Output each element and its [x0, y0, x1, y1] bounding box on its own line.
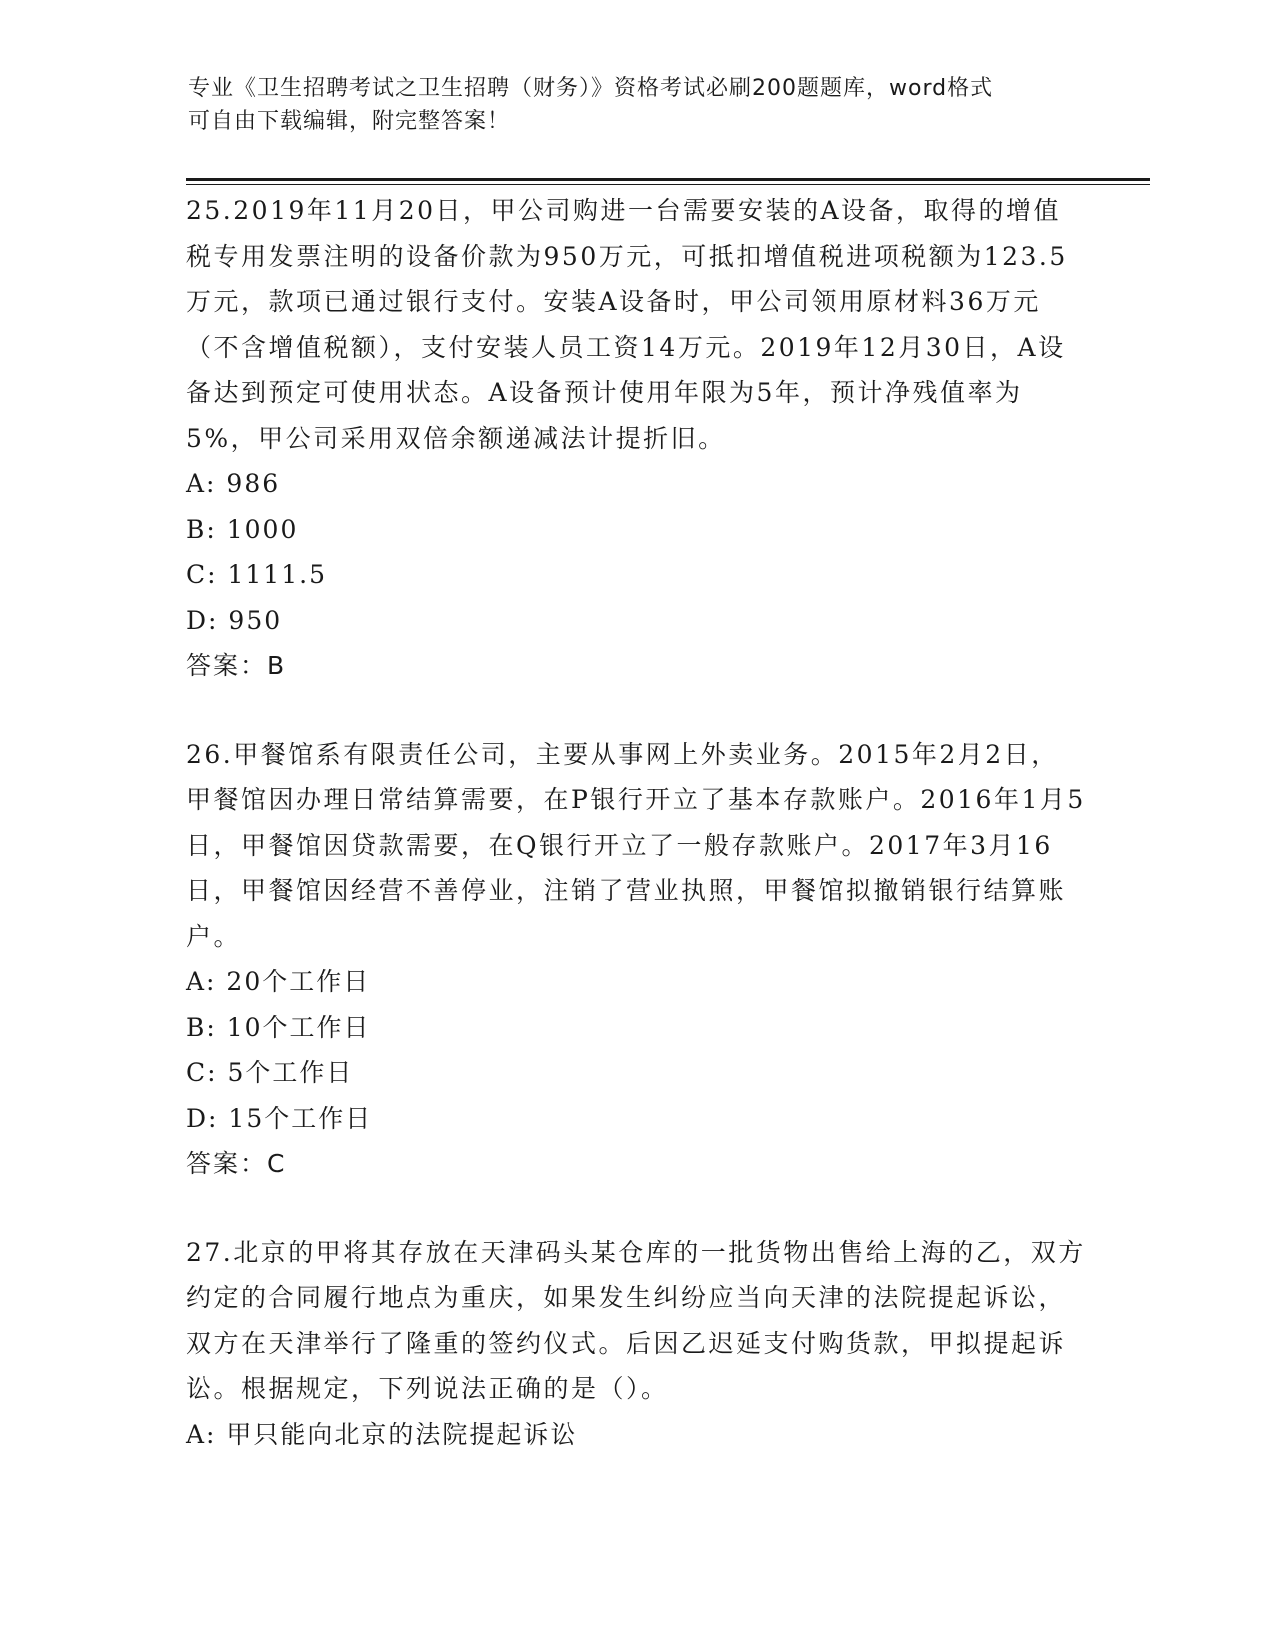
option-b: B: 1000 [186, 514, 299, 544]
option-d: D: 15个工作日 [186, 1103, 373, 1133]
question-stem: 25.2019年11月20日，甲公司购进一台需要安装的A设备，取得的增值税专用发票注明的设备价款为950万元，可抵扣增值税进项税额为123.5万元，款项已通过银行支付。安装A设备时，甲公司领用原材料36万元（不含增值税额），支付安装人员工资14万元。2019年12月30日，A设备达到预定可使用状态。A设备预计使用年限为5年，预计净残值率为5%，甲公司采用双倍余额递减法计提折旧。 [186, 196, 1068, 453]
question-spacer [186, 1187, 1086, 1230]
option-d: D: 950 [186, 605, 283, 635]
header-line-2: 可自由下载编辑，附完整答案！ [188, 109, 511, 134]
question-list [186, 188, 1086, 1457]
header-line-1: 专业《卫生招聘考试之卫生招聘（财务）》资格考试必刷200题题库，word格式 [188, 76, 994, 101]
option-c: C: 5个工作日 [186, 1058, 354, 1087]
question-spacer [186, 689, 1086, 732]
option-a: A: 甲只能向北京的法院提起诉讼 [186, 1419, 578, 1449]
document-header [188, 72, 1088, 138]
question-25 [186, 188, 1086, 689]
header-divider-thick [186, 178, 1150, 181]
header-divider-thin [186, 184, 1150, 185]
option-a: A: 20个工作日 [186, 967, 371, 996]
question-stem: 27.北京的甲将其存放在天津码头某仓库的一批货物出售给上海的乙，双方约定的合同履行地点为重庆，如果发生纠纷应当向天津的法院提起诉讼，双方在天津举行了隆重的签约仪式。后因乙迟延支付购货款，甲拟提起诉讼。根据规定，下列说法正确的是（）。 [186, 1237, 1086, 1403]
question-26 [186, 732, 1086, 1187]
option-c: C: 1111.5 [186, 560, 327, 589]
answer-line: 答案：B [186, 651, 287, 680]
option-a: A: 986 [186, 469, 281, 498]
question-27 [186, 1230, 1086, 1458]
answer-line: 答案：C [186, 1149, 287, 1178]
option-b: B: 10个工作日 [186, 1012, 371, 1042]
question-stem: 26.甲餐馆系有限责任公司，主要从事网上外卖业务。2015年2月2日，甲餐馆因办理日常结算需要，在P银行开立了基本存款账户。2016年1月5日，甲餐馆因贷款需要，在Q银行开立了一般存款账户。2017年3月16日，甲餐馆因经营不善停业，注销了营业执照，甲餐馆拟撤销银行结算账户。 [186, 739, 1086, 951]
